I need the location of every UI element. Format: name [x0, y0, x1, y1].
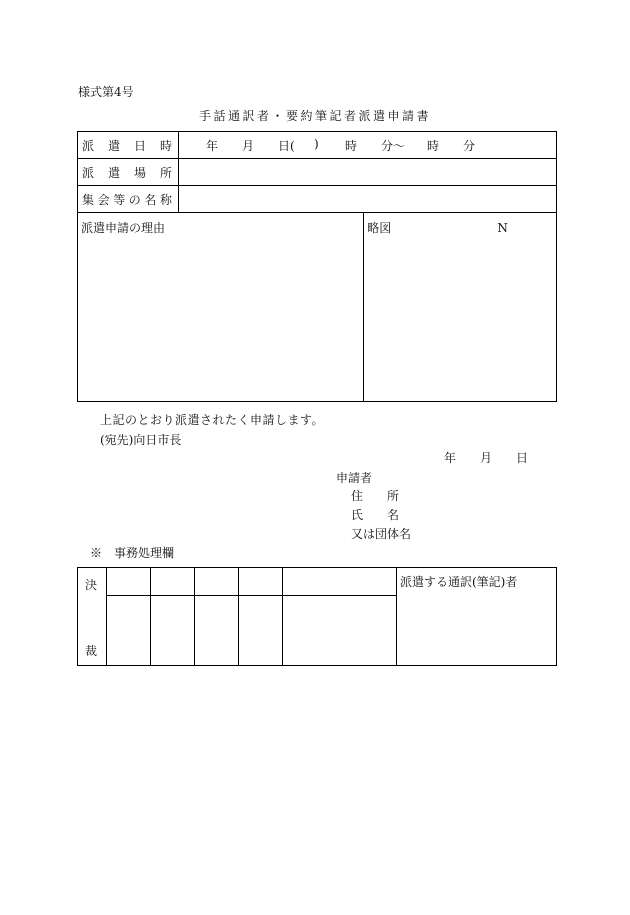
month-unit: 月	[242, 138, 255, 153]
applicant-address-label: 住 所	[351, 489, 400, 503]
document-title: 手話通訳者・要約筆記者派遣申請書	[198, 109, 431, 123]
label-char: 日	[133, 138, 146, 153]
approval-box-header-1[interactable]	[107, 568, 151, 596]
addressee: (宛先)向日市長	[100, 433, 182, 447]
reason-field[interactable]	[78, 213, 364, 402]
map-field[interactable]	[364, 213, 557, 402]
processing-section-title: ※ 事務処理欄	[90, 546, 175, 560]
hour-unit-1: 時	[345, 138, 358, 153]
label-char: 称	[159, 192, 172, 207]
assigned-interpreter-cell[interactable]	[397, 568, 557, 666]
decision-label-bottom: 裁	[85, 644, 98, 658]
processing-table	[77, 567, 557, 666]
form-number: 様式第4号	[78, 85, 134, 99]
approval-box-header-2[interactable]	[151, 568, 195, 596]
dispatch-datetime-label-cell	[78, 132, 179, 159]
label-char: の	[128, 192, 141, 207]
day-close-paren: )	[314, 136, 319, 151]
approval-box-5[interactable]	[283, 596, 397, 666]
dispatch-datetime-label	[78, 137, 178, 154]
approval-box-1[interactable]	[107, 596, 151, 666]
day-open-unit: 日(	[278, 138, 295, 153]
dispatch-place-field[interactable]	[179, 159, 557, 186]
label-char: 派	[82, 165, 95, 180]
event-name-label-cell	[78, 186, 179, 213]
applicant-group-label: 又は団体名	[351, 527, 412, 541]
date-month: 月	[480, 451, 493, 465]
approval-box-3[interactable]	[195, 596, 239, 666]
event-name-label	[78, 191, 178, 208]
label-char: 所	[159, 165, 172, 180]
minute-unit-1: 分〜	[381, 138, 406, 153]
event-name-field[interactable]	[179, 186, 557, 213]
approval-box-header-4[interactable]	[239, 568, 283, 596]
dispatch-place-label	[78, 164, 178, 181]
minute-unit-2: 分	[463, 138, 476, 153]
dispatch-place-label-cell	[78, 159, 179, 186]
reason-label: 派遣申請の理由	[81, 221, 166, 235]
year-unit: 年	[206, 138, 219, 153]
approval-box-header-5[interactable]	[283, 568, 397, 596]
map-label: 略図	[367, 221, 392, 235]
applicant-label: 申請者	[336, 471, 373, 485]
applicant-name-label: 氏 名	[351, 508, 400, 522]
label-char: 派	[82, 138, 95, 153]
date-day: 日	[516, 451, 529, 465]
label-char: 集	[82, 192, 95, 207]
label-char: 遣	[107, 165, 120, 180]
label-char: 名	[144, 192, 157, 207]
hour-unit-2: 時	[427, 138, 440, 153]
declaration-text: 上記のとおり派遣されたく申請します。	[100, 413, 325, 427]
dispatch-datetime-field[interactable]	[179, 132, 557, 159]
application-table	[77, 131, 557, 402]
label-char: 等	[113, 192, 126, 207]
assigned-interpreter-label: 派遣する通訳(筆記)者	[400, 575, 518, 589]
label-char: 時	[159, 138, 172, 153]
label-char: 場	[133, 165, 146, 180]
decision-label-cell	[78, 568, 107, 666]
decision-label-top: 決	[85, 578, 98, 592]
approval-box-header-3[interactable]	[195, 568, 239, 596]
date-year: 年	[444, 451, 457, 465]
application-date[interactable]	[444, 452, 528, 464]
approval-box-2[interactable]	[151, 596, 195, 666]
north-marker: N	[497, 221, 508, 235]
label-char: 会	[97, 192, 110, 207]
map-title	[364, 213, 556, 236]
approval-box-4[interactable]	[239, 596, 283, 666]
datetime-template	[179, 137, 556, 154]
label-char: 遣	[107, 138, 120, 153]
